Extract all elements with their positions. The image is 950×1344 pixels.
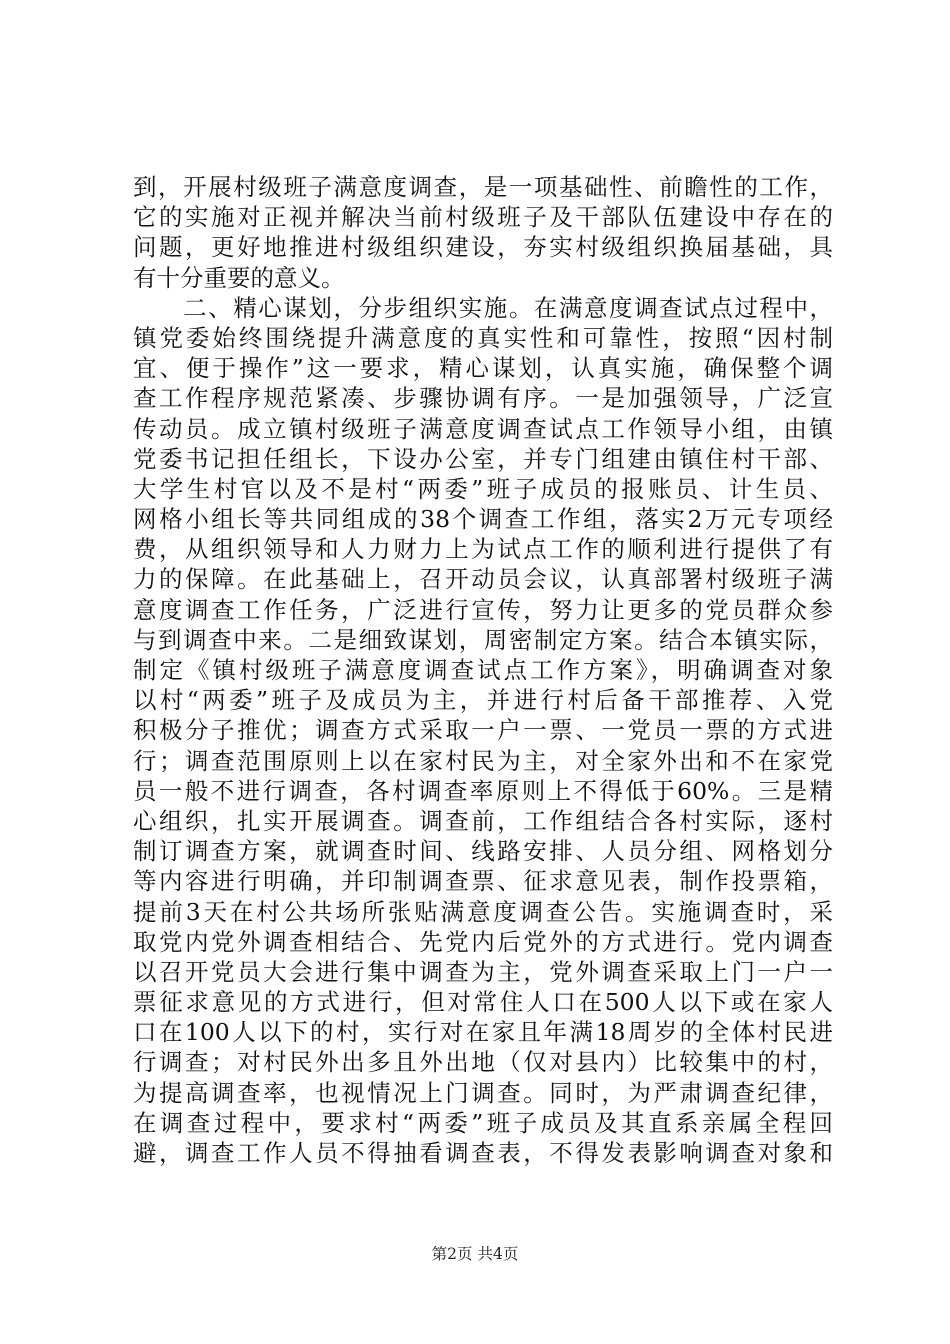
text-line: 费，从组织领导和人力财力上为试点工作的顺利进行提供了有 xyxy=(133,535,833,564)
text-line: 取党内党外调查相结合、先党内后党外的方式进行。党内调查 xyxy=(133,927,833,956)
text-line: 提前3天在村公共场所张贴满意度调查公告。实施调查时，采 xyxy=(133,897,833,926)
text-line: 问题，更好地推进村级组织建设，夯实村级组织换届基础，具 xyxy=(133,233,833,262)
text-line: 避，调查工作人员不得抽看调查表，不得发表影响调查对象和 xyxy=(133,1139,833,1167)
text-line: 宜、便于操作”这一要求，精心谋划，认真实施，确保整个调 xyxy=(133,354,833,383)
text-line: 与到调查中来。二是细致谋划，周密制定方案。结合本镇实际， xyxy=(133,625,833,654)
text-line: 镇党委始终围绕提升满意度的真实性和可靠性，按照“因村制 xyxy=(133,323,833,352)
text-line: 力的保障。在此基础上，召开动员会议，认真部署村级班子满 xyxy=(133,565,833,594)
text-line: 等内容进行明确，并印制调查票、征求意见表，制作投票箱， xyxy=(133,867,833,896)
text-line: 以召开党员大会进行集中调查为主，党外调查采取上门一户一 xyxy=(133,957,833,986)
page-number-footer: 第2页 共4页 xyxy=(431,1245,519,1263)
body-text xyxy=(133,172,833,1168)
text-line: 党委书记担任组长，下设办公室，并专门组建由镇住村干部、 xyxy=(133,444,833,473)
text-line: 网格小组长等共同组成的38个调查工作组，落实2万元专项经 xyxy=(133,505,833,534)
text-line: 票征求意见的方式进行，但对常住人口在500人以下或在家人 xyxy=(133,988,833,1017)
text-line: 查工作程序规范紧凑、步骤协调有序。一是加强领导，广泛宣 xyxy=(133,384,833,413)
text-line: 员一般不进行调查，各村调查率原则上不得低于60%。三是精 xyxy=(133,776,833,805)
text-line: 意度调查工作任务，广泛进行宣传，努力让更多的党员群众参 xyxy=(133,595,833,624)
text-line: 积极分子推优；调查方式采取一户一票、一党员一票的方式进 xyxy=(133,716,833,745)
text-line: 到，开展村级班子满意度调查，是一项基础性、前瞻性的工作， xyxy=(133,173,833,201)
text-line: 心组织，扎实开展调查。调查前，工作组结合各村实际，逐村 xyxy=(133,806,833,835)
text-line: 二、精心谋划，分步组织实施。在满意度调查试点过程中， xyxy=(133,293,833,322)
text-line: 行；调查范围原则上以在家村民为主，对全家外出和不在家党 xyxy=(133,746,833,775)
text-line: 大学生村官以及不是村“两委”班子成员的报账员、计生员、 xyxy=(133,474,833,503)
text-line: 在调查过程中，要求村“两委”班子成员及其直系亲属全程回 xyxy=(133,1108,833,1137)
text-line: 制订调查方案，就调查时间、线路安排、人员分组、网格划分 xyxy=(133,837,833,866)
text-line: 为提高调查率，也视情况上门调查。同时，为严肃调查纪律， xyxy=(133,1078,833,1107)
text-line: 传动员。成立镇村级班子满意度调查试点工作领导小组，由镇 xyxy=(133,414,833,443)
text-line: 有十分重要的意义。 xyxy=(133,263,345,292)
text-line: 它的实施对正视并解决当前村级班子及干部队伍建设中存在的 xyxy=(133,203,833,232)
text-line: 行调查；对村民外出多且外出地（仅对县内）比较集中的村， xyxy=(133,1048,833,1077)
text-line: 制定《镇村级班子满意度调查试点工作方案》，明确调查对象 xyxy=(133,656,833,684)
text-line: 以村“两委”班子及成员为主，并进行村后备干部推荐、入党 xyxy=(133,686,833,715)
text-line: 口在100人以下的村，实行对在家且年满18周岁的全体村民进 xyxy=(133,1018,833,1047)
